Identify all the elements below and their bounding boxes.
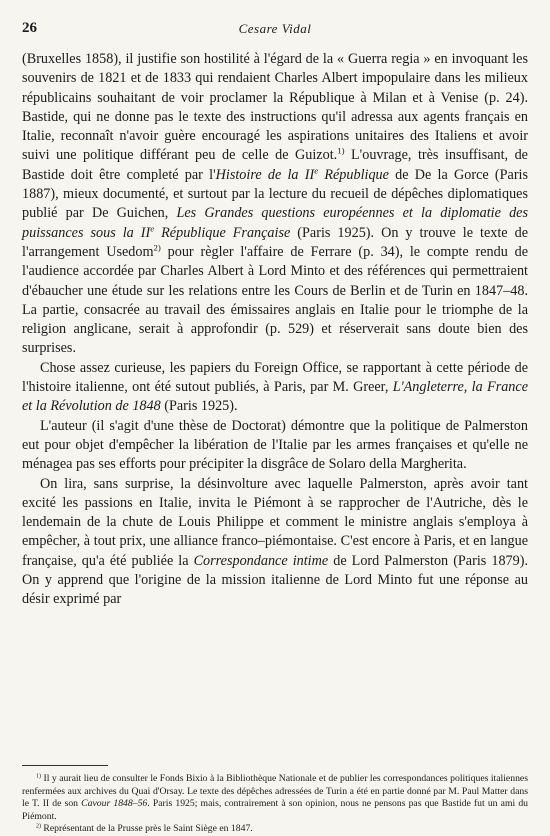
footnote-1: $^{1)}$ Il y aurait lieu de consulter le Fonds Bixio à la Bibliothèque Nationale et de publier les correspondances politiques italiennes renfermées aux archives du Quai d'Orsay. Le texte des dépêches adressées de Turin a été en partie donné par M. Paul Matter dans le T. II de son Cavour 1848–56. Paris 1925; mais, contrairement à son opinion, nous ne pensons pas que Bastide fut un ami du Piémont. [22, 773, 529, 822]
main-text [22, 50, 528, 610]
paragraph-4: On lira, sans surprise, la désinvolture avec laquelle Palmerston, après avoir tant excité les passions en Italie, invita le Piémont à se rapprocher de l'Autriche, dès le lendemain de la chute de Louis Philippe et comment le ministre anglais s'employa à empêcher, à tout prix, une alliance franco–piémontaise. C'est encore à Paris, et en langue française, qu'a été publiée la Correspondance intime de Lord Palmerston (Paris 1879). On y apprend que l'origine de la mission italienne de Lord Minto fut une réponse au désir exprimé par [22, 475, 528, 608]
footnote-2: $^{2)}$ Représentant de la Prusse près le Saint Siège en 1847. [36, 823, 253, 835]
running-head: Cesare Vidal [238, 21, 312, 36]
footnote-divider [22, 765, 108, 766]
footnote-ref-1: 1) [337, 146, 345, 157]
paragraph-1: (Bruxelles 1858), il justifie son hostilité à l'égard de la « Guerra regia » en invoquant les souvenirs de 1821 et de 1833 qui rendaient Charles Albert impopulaire dans les milieux républicains souhaitant de voir proclamer la République à Milan et à Venise (p. 24). Bastide, qui ne donne pas le texte des instructions qu'il adressa aux agents français en Italie, reconnaît n'avoir guère encouragé les aspirations unitaires des Italiens et avoir suivi une politique différant peu de celle de Guizot.$^{1)}$ L'ouvrage, très insuffisant, de Bastide doit être completé par l'Histoire de la IIe République de De la Gorce (Paris 1887), mieux documenté, et surtout par la lecture du recueil de dépêches diplomatiques publié par De Guichen, Les Grandes questions européennes et la diplomatie des puissances sous la IIe République Française (Paris 1925). On y trouve le texte de l'arrangement Usedom$^{2)}$ pour règler l'affaire de Ferrare (p. 34), le compte rendu de l'audience accordée par Charles Albert à Lord Minto et des références qui permettraient d'ébaucher une étude sur les relations entre les Cours de Berlin et de Turin en 1847–48. La partie, consacrée au travail des émissaires anglais en Italie pour le triomphe de la religion anglicane, serait à approfondir (p. 529) et réserverait sans doute bien des surprises. [22, 51, 529, 357]
footnote-ref-2: 2) [153, 242, 161, 253]
page-number: 26 [22, 20, 37, 36]
page-header [22, 20, 528, 40]
book-title: Histoire de la IIe République [215, 165, 389, 183]
book-title: Correspondance intime [193, 552, 329, 569]
paragraph-3: L'auteur (il s'agit d'une thèse de Doctorat) démontre que la politique de Palmerston eut pour objet d'empêcher la libération de l'Italie par les armes françaises et qu'elle ne ménagea pas ses efforts pour précipiter la disgrâce de Solaro della Margherita. [22, 417, 528, 473]
book-title: L'Angleterre, la France et la Révolution de 1848 [22, 379, 528, 415]
book-title: Les Grandes questions européennes et la diplomatie des puissances sous la IIe République Française [22, 205, 529, 241]
paragraph-2: Chose assez curieuse, les papiers du Foreign Office, se rapportant à cette période de l'histoire italienne, ont été sutout publiés, à Paris, par M. Greer, L'Angleterre, la France et la Révolution de 1848 (Paris 1925). [22, 359, 528, 415]
